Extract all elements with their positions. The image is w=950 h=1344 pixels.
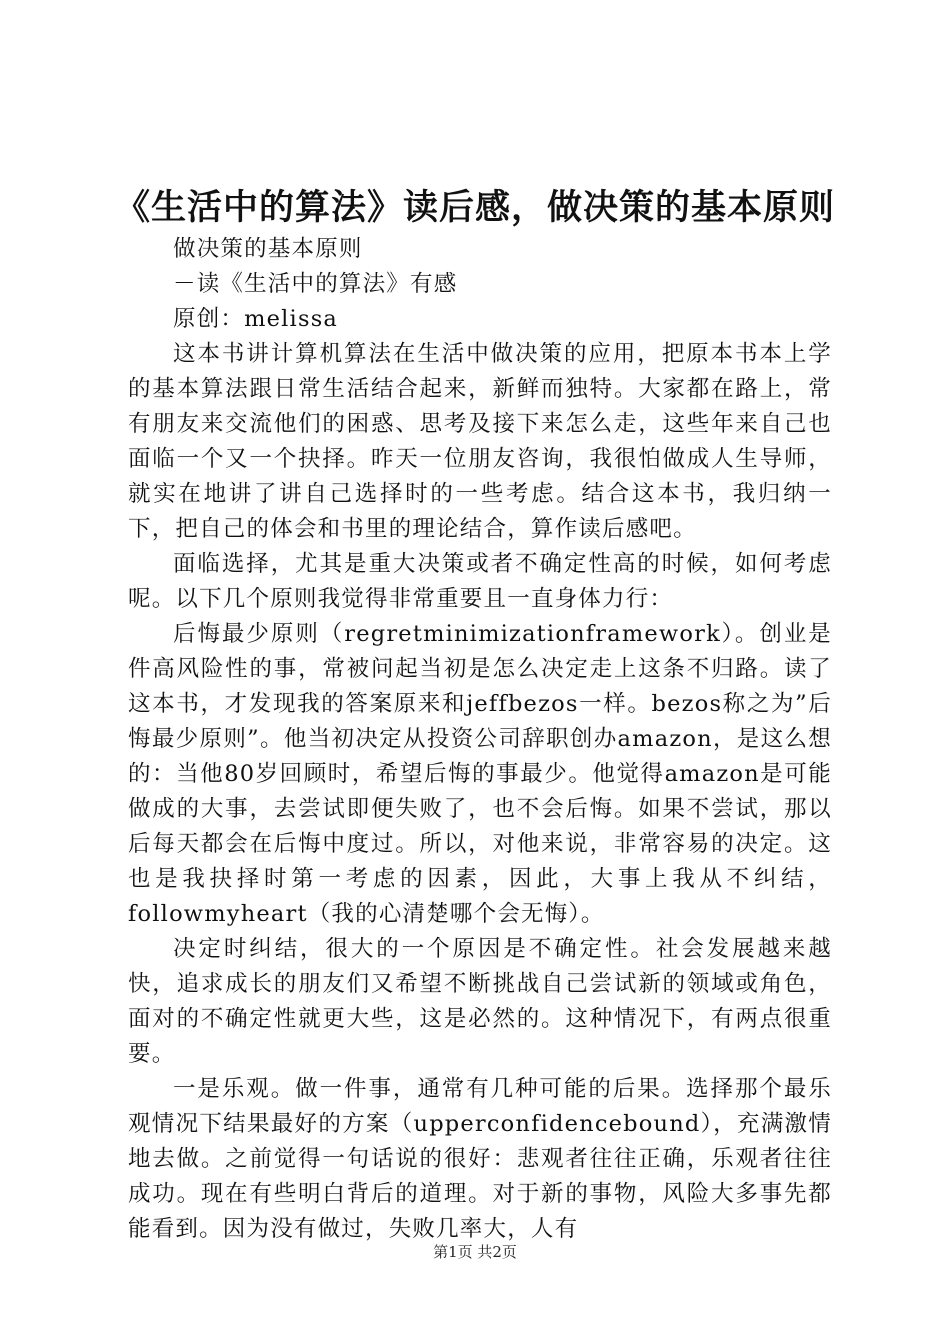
- paragraph: 面临选择，尤其是重大决策或者不确定性高的时候，如何考虑呢。以下几个原则我觉得非常重要且一直身体力行：: [128, 551, 832, 612]
- paragraph: 后悔最少原则（regretminimizationframework）。创业是件高风险性的事，常被问起当初是怎么决定走上这条不归路。读了这本书，才发现我的答案原来和jeffbezos一样。bezos称之为”后悔最少原则”。他当初决定从投资公司辞职创办amazon，是这么想的：当他80岁回顾时，希望后悔的事最少。他觉得amazon是可能做成的大事，去尝试即便失败了，也不会后悔。如果不尝试，那以后每天都会在后悔中度过。所以，对他来说，非常容易的决定。这也是我抉择时第一考虑的因素，因此，大事上我从不纠结，followmyheart（我的心清楚哪个会无悔）。: [128, 621, 832, 927]
- author-line: 原创：melissa: [173, 306, 339, 332]
- page-number-footer: 第1页 共2页: [433, 1243, 517, 1261]
- subtitle-line: 做决策的基本原则: [173, 236, 363, 262]
- paragraph: 一是乐观。做一件事，通常有几种可能的后果。选择那个最乐观情况下结果最好的方案（upperconfidencebound），充满激情地去做。之前觉得一句话说的很好：悲观者往往正确，乐观者往往成功。现在有些明白背后的道理。对于新的事物，风险大多事先都能看到。因为没有做过，失败几率大，人有: [128, 1076, 832, 1242]
- paragraph: 决定时纠结，很大的一个原因是不确定性。社会发展越来越快，追求成长的朋友们又希望不断挑战自己尝试新的领域或角色，面对的不确定性就更大些，这是必然的。这种情况下，有两点很重要。: [128, 936, 832, 1067]
- document-body: [128, 232, 832, 1247]
- document-title: 《生活中的算法》读后感，做决策的基本原则: [114, 187, 835, 228]
- subtitle-reference: －读《生活中的算法》有感: [173, 271, 458, 297]
- paragraph: 这本书讲计算机算法在生活中做决策的应用，把原本书本上学的基本算法跟日常生活结合起来，新鲜而独特。大家都在路上，常有朋友来交流他们的困惑、思考及接下来怎么走，这些年来自己也面临一个又一个抉择。昨天一位朋友咨询，我很怕做成人生导师，就实在地讲了讲自己选择时的一些考虑。结合这本书，我归纳一下，把自己的体会和书里的理论结合，算作读后感吧。: [128, 341, 832, 542]
